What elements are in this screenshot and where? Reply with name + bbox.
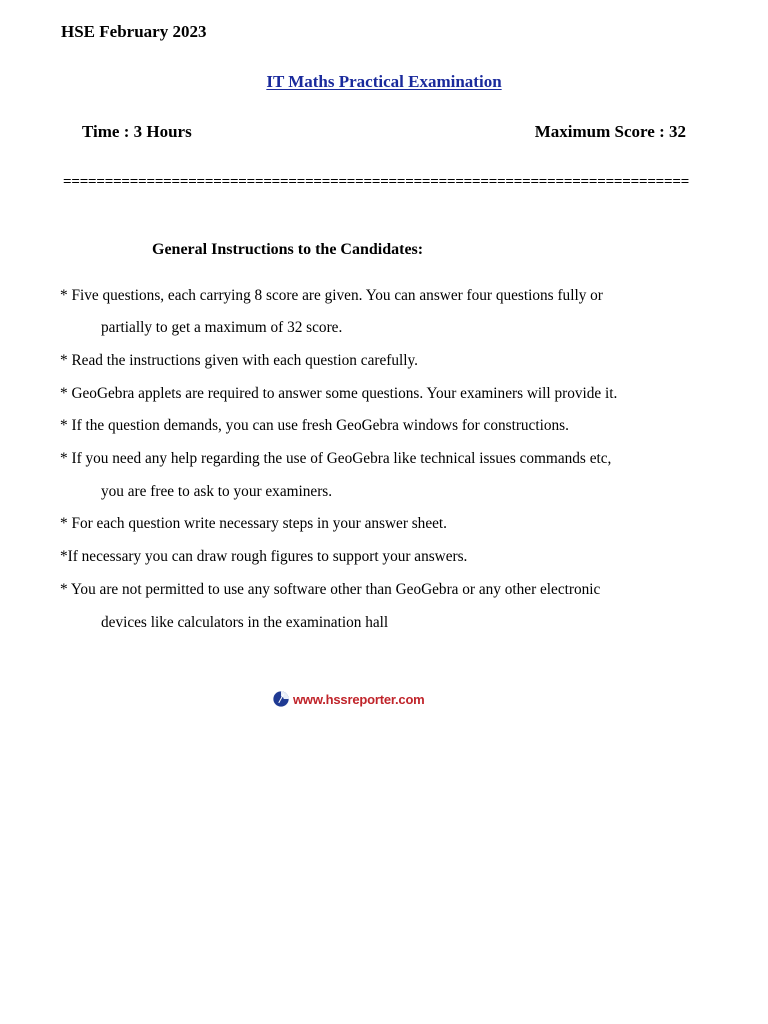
instruction-line: * Five questions, each carrying 8 score are given. You can answer four questions fully or <box>60 287 603 304</box>
hssreporter-logo-icon <box>272 690 290 708</box>
hssreporter-watermark <box>272 690 425 708</box>
watermark-text: www.hssreporter.com <box>293 691 425 707</box>
instruction-line: * GeoGebra applets are required to answer some questions. Your examiners will provide it. <box>60 385 618 402</box>
instruction-line: *If necessary you can draw rough figures to support your answers. <box>60 548 468 565</box>
instruction-line: * If you need any help regarding the use of GeoGebra like technical issues commands etc, <box>60 450 612 467</box>
instructions-heading: General Instructions to the Candidates: <box>152 241 424 258</box>
separator-line: =========================================================================== <box>63 174 690 190</box>
exam-maximum-score: Maximum Score : 32 <box>534 122 686 141</box>
instruction-line: * Read the instructions given with each question carefully. <box>60 352 418 369</box>
instruction-line: devices like calculators in the examination hall <box>101 614 389 631</box>
exam-session-heading: HSE February 2023 <box>61 22 207 41</box>
instruction-line: * For each question write necessary steps in your answer sheet. <box>60 515 447 532</box>
exam-duration: Time : 3 Hours <box>82 122 192 141</box>
instruction-line: partially to get a maximum of 32 score. <box>101 319 343 336</box>
instruction-line: you are free to ask to your examiners. <box>101 483 333 500</box>
instruction-line: * You are not permitted to use any software other than GeoGebra or any other electronic <box>60 581 601 598</box>
instruction-line: * If the question demands, you can use fresh GeoGebra windows for constructions. <box>60 417 569 434</box>
exam-title: IT Maths Practical Examination <box>266 72 502 91</box>
